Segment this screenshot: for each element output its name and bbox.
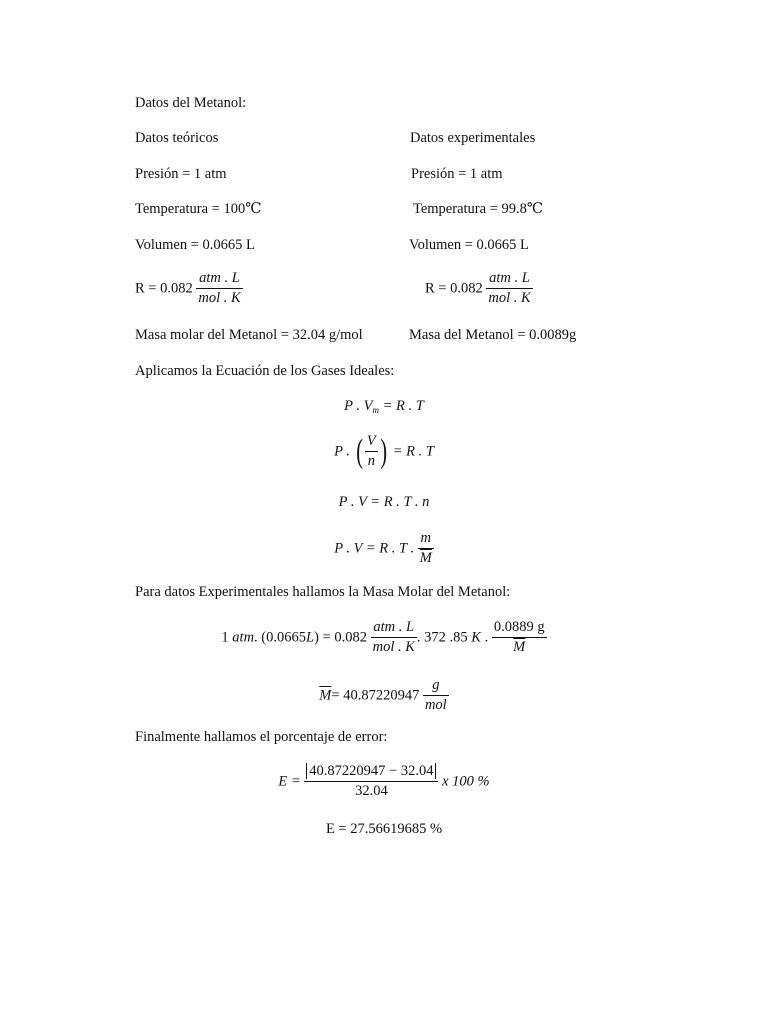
r-prefix: R = 0.082 xyxy=(135,280,193,297)
eq6-fraction xyxy=(423,678,449,714)
eq7-absolute-value: 40.87220947 − 32.04 xyxy=(306,763,436,779)
eq6-left: $\overline{M}$ xyxy=(319,687,332,704)
eq5-part: . xyxy=(484,629,489,646)
experimental-molar-mass-text: Para datos Experimentales hallamos la Masa Molar del Metanol: xyxy=(135,584,511,600)
eq5-unit: K xyxy=(471,629,481,646)
ideal-gas-equation-mass xyxy=(0,531,768,567)
experimental-mass: Masa del Metanol = 0.0089g xyxy=(409,327,577,343)
theoretical-title: Datos teóricos xyxy=(135,130,219,146)
eq4-fraction xyxy=(418,531,434,567)
apply-equation-text: Aplicamos la Ecuación de los Gases Ideales: xyxy=(135,363,395,379)
eq7-left: E = xyxy=(278,773,301,790)
experimental-title: Datos experimentales xyxy=(410,130,536,146)
eq6-denominator: mol xyxy=(424,696,447,713)
eq2-left: P . xyxy=(334,443,350,460)
eq5-denominator: M xyxy=(513,638,526,655)
theoretical-pressure: Presión = 1 atm xyxy=(135,166,227,182)
eq5-unit: atm xyxy=(232,629,255,646)
eq2-fraction xyxy=(365,434,378,470)
ideal-gas-equation-molar xyxy=(0,399,768,415)
eq7-fraction xyxy=(304,764,438,800)
eq5-numerator: atm . L xyxy=(371,620,417,638)
ideal-gas-equation-ratio xyxy=(0,434,768,470)
eq4-left: P . V = R . T . xyxy=(334,540,415,557)
r-unit-denominator: mol . K xyxy=(198,289,241,306)
left-paren: ( xyxy=(355,432,363,470)
error-formula xyxy=(0,764,768,800)
eq2-denominator: n xyxy=(367,452,375,469)
right-paren: ) xyxy=(380,432,387,470)
eq6-numerator: g xyxy=(423,678,449,696)
theoretical-molar-mass: Masa molar del Metanol = 32.04 g/mol xyxy=(135,327,363,343)
eq5-part: . (0.0665 xyxy=(254,629,307,646)
eq2-numerator: V xyxy=(365,434,378,452)
r-unit-fraction xyxy=(196,271,242,307)
eq1-right: = R . T xyxy=(382,398,424,414)
r-prefix: R = 0.082 xyxy=(425,280,483,297)
eq5-part: 1 xyxy=(221,629,229,646)
eq5-numerator: 0.0889 g xyxy=(492,620,547,638)
molar-mass-substitution xyxy=(0,620,768,656)
theoretical-r-constant xyxy=(135,271,243,307)
theoretical-temperature: Temperatura = 100℃ xyxy=(135,201,262,217)
eq4-denominator: M xyxy=(419,549,432,566)
eq4-numerator: m xyxy=(418,531,434,549)
eq5-r-fraction xyxy=(371,620,417,656)
r-unit-numerator: atm . L xyxy=(196,271,242,289)
eq7-right: x 100 % xyxy=(442,773,490,790)
eq7-numerator xyxy=(304,764,438,782)
theoretical-volume: Volumen = 0.0665 L xyxy=(135,237,255,253)
eq7-denominator: 32.04 xyxy=(355,782,388,799)
eq5-part: . 372 .85 xyxy=(416,629,468,646)
experimental-volume: Volumen = 0.0665 L xyxy=(409,237,529,253)
eq1-subscript: m xyxy=(372,405,379,415)
eq2-right: = R . T xyxy=(392,443,434,460)
eq5-unit: L xyxy=(306,629,315,646)
eq5-mass-fraction xyxy=(492,620,547,656)
eq5-part: ) = 0.082 xyxy=(314,629,367,646)
experimental-pressure: Presión = 1 atm xyxy=(411,166,503,182)
eq1-left: P . V xyxy=(344,398,373,414)
eq6-value: = 40.87220947 xyxy=(331,687,420,704)
r-unit-fraction xyxy=(486,271,532,307)
section-heading: Datos del Metanol: xyxy=(135,95,247,111)
eq5-denominator: mol . K xyxy=(372,638,415,655)
error-result: E = 27.56619685 % xyxy=(325,821,443,837)
molar-mass-result xyxy=(0,678,768,714)
error-text: Finalmente hallamos el porcentaje de error: xyxy=(135,729,388,745)
r-unit-numerator: atm . L xyxy=(486,271,532,289)
ideal-gas-equation: P . V = R . T . n xyxy=(338,494,430,510)
experimental-temperature: Temperatura = 99.8℃ xyxy=(413,201,544,217)
r-unit-denominator: mol . K xyxy=(488,289,531,306)
experimental-r-constant xyxy=(425,271,533,307)
